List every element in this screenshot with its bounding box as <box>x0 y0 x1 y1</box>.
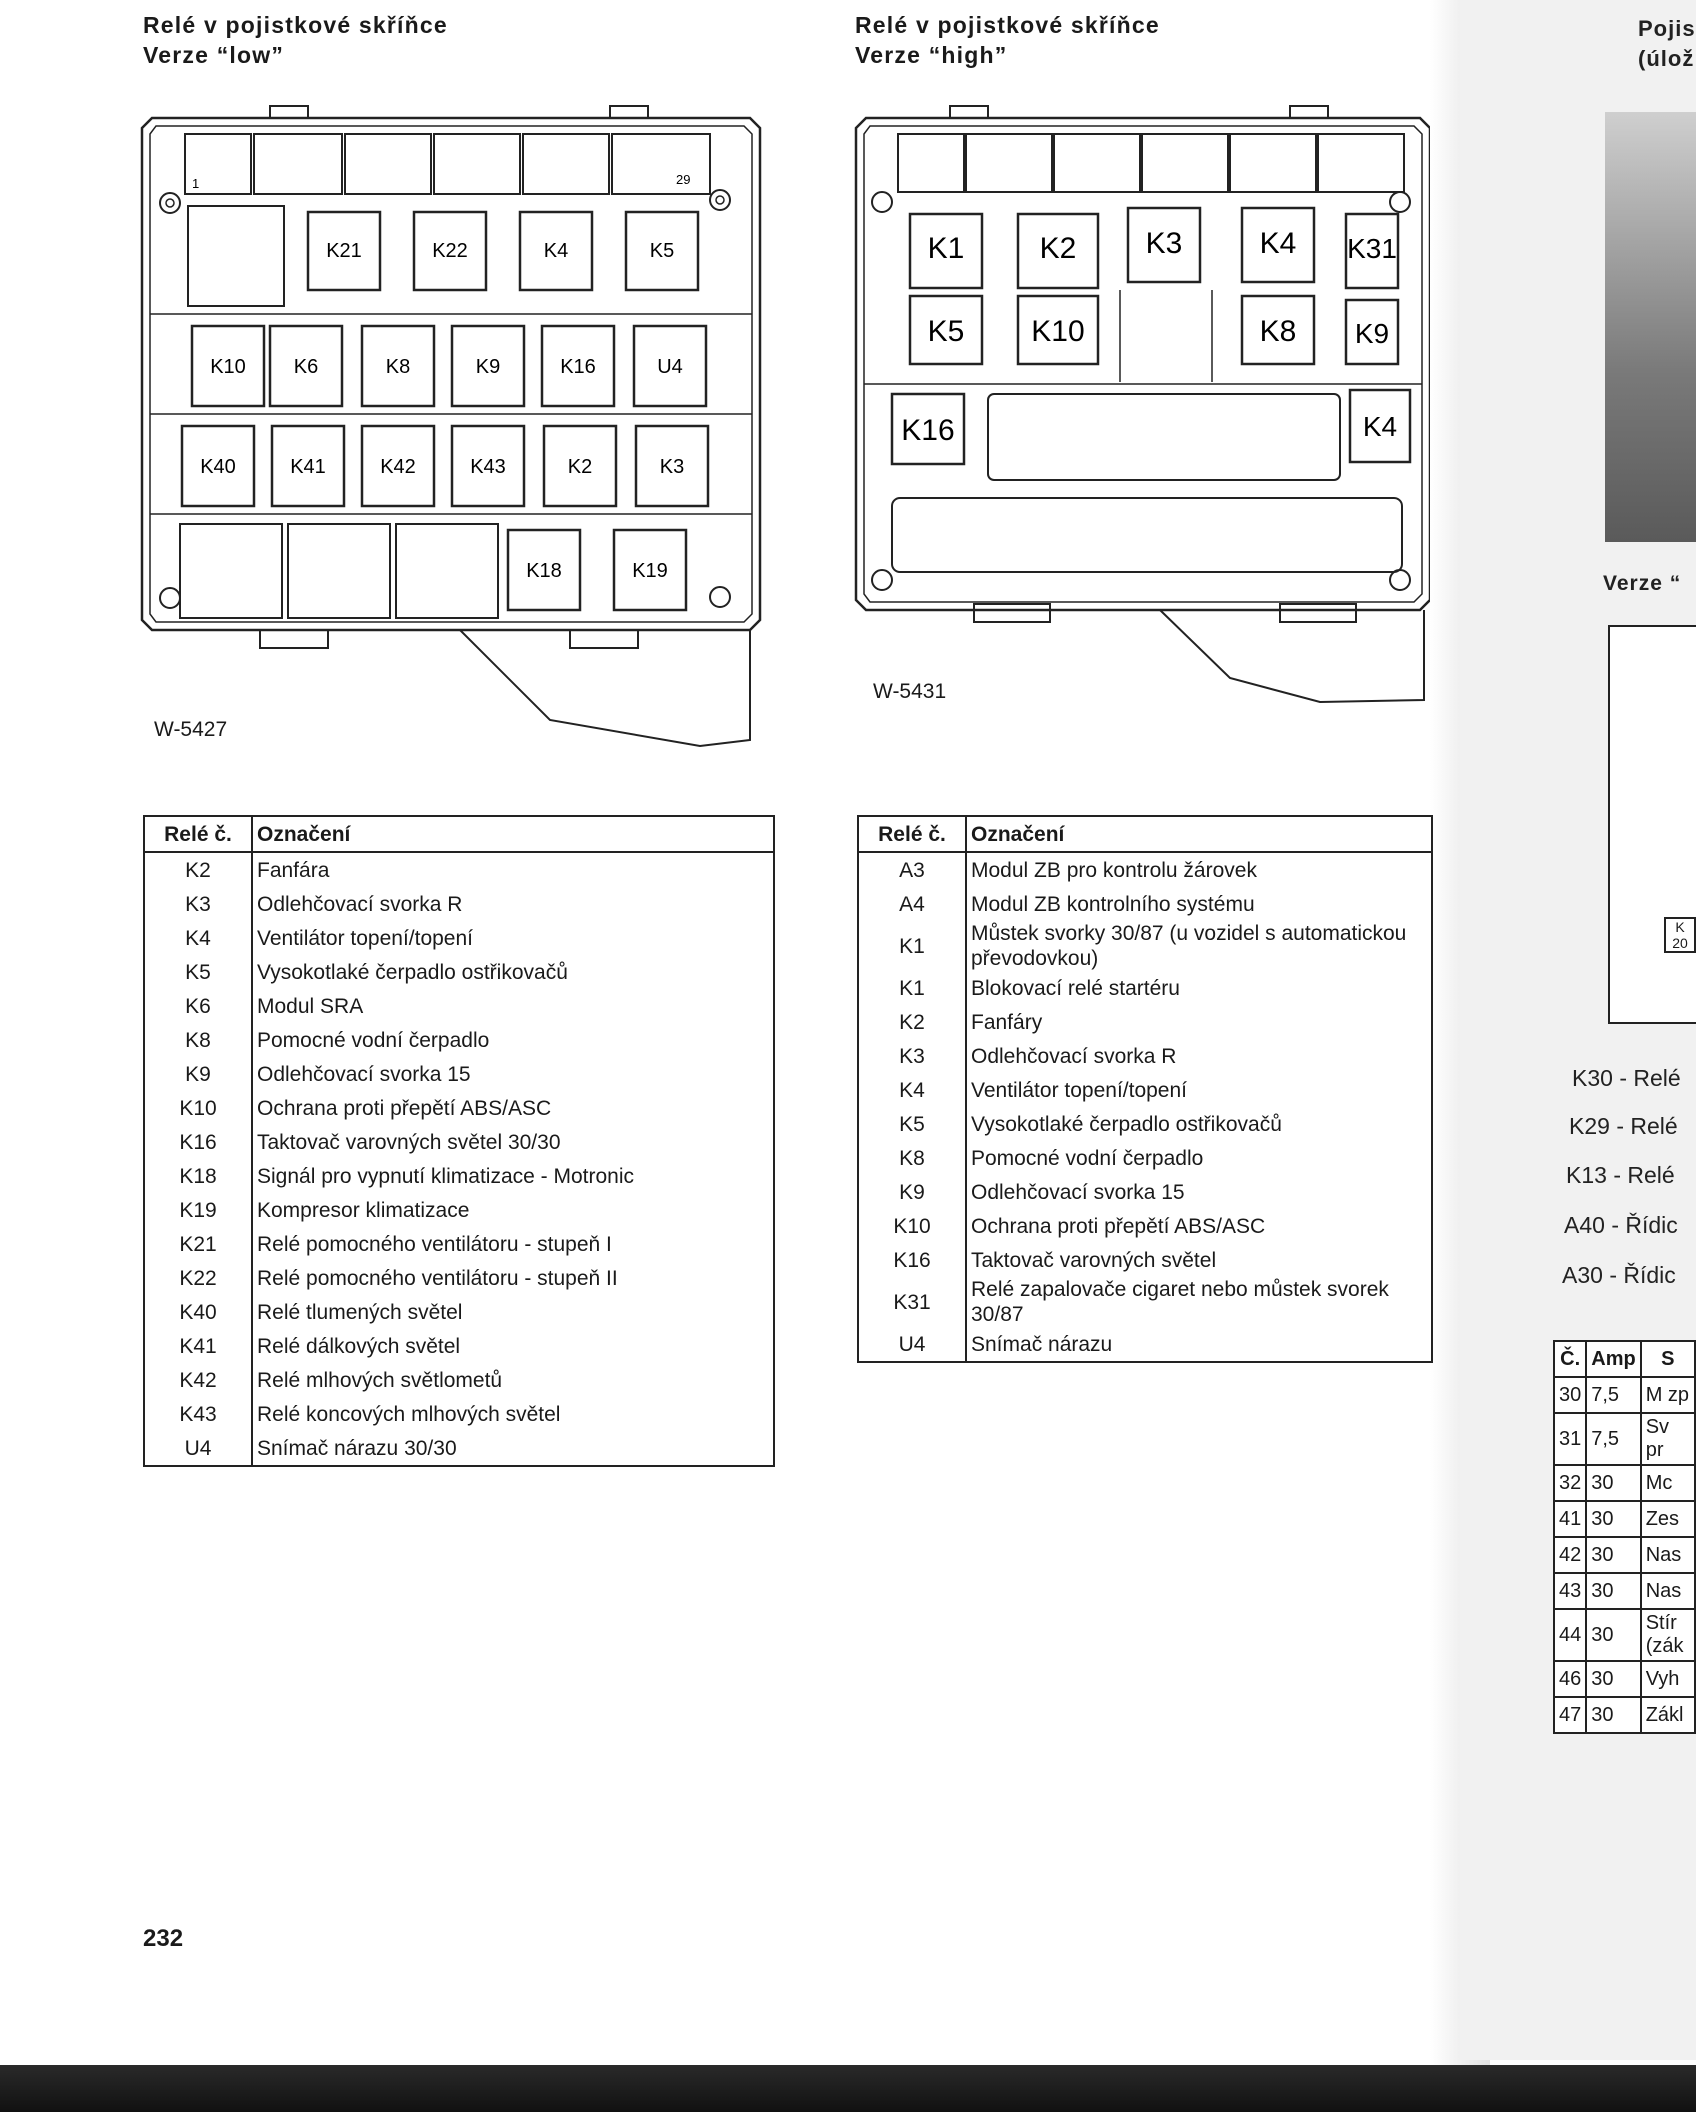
low-table-row <box>144 1261 774 1295</box>
low-relay-K3: K3 <box>659 456 685 478</box>
low-relay-number: K6 <box>144 989 252 1023</box>
fuse-description: Stír (zák <box>1641 1609 1695 1661</box>
fuse-number: 46 <box>1554 1661 1586 1697</box>
low-table-row <box>144 852 774 887</box>
low-relay-number: K43 <box>144 1397 252 1431</box>
low-table-row <box>144 1431 774 1466</box>
next-page-heading-line1: Pojis <box>1638 16 1696 41</box>
low-table-row <box>144 1193 774 1227</box>
fuse-table-row <box>1554 1573 1695 1609</box>
high-fusebox-diagram <box>850 100 1430 720</box>
fuse-number: 44 <box>1554 1609 1586 1661</box>
low-relay-number: U4 <box>144 1431 252 1466</box>
high-table-row <box>858 1039 1432 1073</box>
high-relay-designation: Ventilátor topení/topení <box>966 1073 1432 1107</box>
low-table-row <box>144 1329 774 1363</box>
low-relay-K4: K4 <box>543 240 569 262</box>
fuse-number: 30 <box>1554 1377 1586 1413</box>
next-page-relay-line-2: K29 - Relé <box>1569 1113 1678 1139</box>
fuse-number: 41 <box>1554 1501 1586 1537</box>
high-diagram-code: W-5431 <box>873 680 947 703</box>
high-relay-designation: Taktovač varovných světel <box>966 1243 1432 1277</box>
low-relay-K18: K18 <box>526 560 562 582</box>
low-table-row <box>144 1363 774 1397</box>
fuse-description: M zp <box>1641 1377 1695 1413</box>
high-relay-designation: Modul ZB pro kontrolu žárovek <box>966 852 1432 887</box>
high-relay-K3: K3 <box>1145 227 1183 260</box>
high-relay-number: K10 <box>858 1209 966 1243</box>
low-relay-number: K2 <box>144 852 252 887</box>
high-relay-designation: Modul ZB kontrolního systému <box>966 887 1432 921</box>
fuse-table-row <box>1554 1609 1695 1661</box>
low-relay-designation: Relé pomocného ventilátoru - stupeň II <box>252 1261 774 1295</box>
low-relay-designation: Relé koncových mlhových světel <box>252 1397 774 1431</box>
high-relay-designation: Snímač nárazu <box>966 1327 1432 1362</box>
low-relay-designation: Odlehčovací svorka R <box>252 887 774 921</box>
high-relay-designation: Můstek svorky 30/87 (u vozidel s automatickou převodovkou) <box>966 921 1432 971</box>
high-table-row <box>858 1073 1432 1107</box>
fuse-header-amp: Amp <box>1586 1341 1640 1377</box>
low-relay-designation: Relé tlumených světel <box>252 1295 774 1329</box>
fuse-table-row <box>1554 1413 1695 1465</box>
fuse-table-row <box>1554 1501 1695 1537</box>
high-table-row <box>858 1209 1432 1243</box>
high-relay-K10: K10 <box>1031 315 1085 348</box>
low-relay-K40: K40 <box>200 456 236 478</box>
low-table-row <box>144 1397 774 1431</box>
high-relay-K4-lower: K4 <box>1362 411 1398 442</box>
next-page-heading-line2: (úlož <box>1638 46 1695 71</box>
fuse-description: Nas <box>1641 1537 1695 1573</box>
high-relay-K5: K5 <box>927 315 965 348</box>
fuse-header-description: S <box>1641 1341 1695 1377</box>
high-relay-number: K3 <box>858 1039 966 1073</box>
low-table-row <box>144 1125 774 1159</box>
fuse-description: Vyh <box>1641 1661 1695 1697</box>
high-table-row <box>858 1243 1432 1277</box>
low-relay-number: K16 <box>144 1125 252 1159</box>
low-table-row <box>144 1227 774 1261</box>
high-relay-table <box>857 815 1433 1363</box>
high-relay-designation: Vysokotlaké čerpadlo ostřikovačů <box>966 1107 1432 1141</box>
low-relay-number: K3 <box>144 887 252 921</box>
fuse-table-row <box>1554 1697 1695 1733</box>
high-table-row <box>858 887 1432 921</box>
fuse-description: Sv pr <box>1641 1413 1695 1465</box>
low-relay-number: K19 <box>144 1193 252 1227</box>
next-page-relay-line-1: K30 - Relé <box>1572 1065 1681 1091</box>
low-relay-number: K4 <box>144 921 252 955</box>
high-relay-K4: K4 <box>1259 227 1297 260</box>
high-heading-line2: Verze “high” <box>855 42 1008 68</box>
high-table-row <box>858 852 1432 887</box>
low-relay-K42: K42 <box>380 456 416 478</box>
high-table-body <box>858 852 1432 1362</box>
page-number: 232 <box>143 1925 184 1952</box>
low-heading-line2: Verze “low” <box>143 42 285 68</box>
fuse-amp: 30 <box>1586 1537 1640 1573</box>
high-relay-designation: Blokovací relé startéru <box>966 971 1432 1005</box>
low-relay-designation: Relé pomocného ventilátoru - stupeň I <box>252 1227 774 1261</box>
fuse-number: 31 <box>1554 1413 1586 1465</box>
next-page-fuse-table <box>1553 1340 1696 1734</box>
low-relay-number: K40 <box>144 1295 252 1329</box>
next-page-relay-line-3: K13 - Relé <box>1566 1162 1675 1188</box>
fuse-position-1-label: 1 <box>192 176 200 191</box>
low-relay-table <box>143 815 775 1467</box>
low-relay-designation: Taktovač varovných světel 30/30 <box>252 1125 774 1159</box>
high-relay-K2: K2 <box>1039 232 1077 265</box>
high-relay-number: K1 <box>858 971 966 1005</box>
low-relay-K2: K2 <box>567 456 593 478</box>
high-relay-designation: Ochrana proti přepětí ABS/ASC <box>966 1209 1432 1243</box>
fuse-table-row <box>1554 1537 1695 1573</box>
low-relay-designation: Kompresor klimatizace <box>252 1193 774 1227</box>
fuse-amp: 30 <box>1586 1609 1640 1661</box>
low-fusebox-diagram <box>130 100 770 750</box>
high-relay-designation: Fanfáry <box>966 1005 1432 1039</box>
low-relay-number: K42 <box>144 1363 252 1397</box>
low-table-row <box>144 1057 774 1091</box>
next-page-photo <box>1605 112 1696 542</box>
fuse-description: Nas <box>1641 1573 1695 1609</box>
next-page-partial <box>1460 0 1696 2060</box>
fuse-description: Zes <box>1641 1501 1695 1537</box>
fuse-amp: 30 <box>1586 1465 1640 1501</box>
low-relay-K8: K8 <box>385 356 411 378</box>
fuse-amp: 30 <box>1586 1697 1640 1733</box>
scan-bottom-edge <box>0 2065 1696 2112</box>
low-table-header-number: Relé č. <box>144 816 252 852</box>
high-relay-number: K16 <box>858 1243 966 1277</box>
low-relay-K16: K16 <box>560 356 596 378</box>
high-table-row <box>858 971 1432 1005</box>
low-relay-designation: Ventilátor topení/topení <box>252 921 774 955</box>
high-relay-K9: K9 <box>1354 318 1390 349</box>
low-table-row <box>144 1159 774 1193</box>
high-relay-K1: K1 <box>927 232 965 265</box>
fuse-number: 47 <box>1554 1697 1586 1733</box>
fuse-amp: 7,5 <box>1586 1413 1640 1465</box>
low-table-row <box>144 1091 774 1125</box>
low-relay-K9: K9 <box>475 356 501 378</box>
low-table-row <box>144 887 774 921</box>
high-relay-number: K1 <box>858 921 966 971</box>
high-relay-designation: Pomocné vodní čerpadlo <box>966 1141 1432 1175</box>
low-relay-designation: Signál pro vypnutí klimatizace - Motronic <box>252 1159 774 1193</box>
fuse-table-row <box>1554 1661 1695 1697</box>
high-table-row <box>858 1107 1432 1141</box>
low-version-heading <box>143 10 448 70</box>
low-table-header-designation: Označení <box>252 816 774 852</box>
fuse-table-row <box>1554 1377 1695 1413</box>
high-relay-number: A3 <box>858 852 966 887</box>
fuse-number: 43 <box>1554 1573 1586 1609</box>
low-table-row <box>144 955 774 989</box>
next-page-diagram-label: K 20 <box>1664 917 1696 953</box>
high-relay-number: K4 <box>858 1073 966 1107</box>
low-table-row <box>144 989 774 1023</box>
fuse-position-29-label: 29 <box>676 172 691 187</box>
low-relay-number: K5 <box>144 955 252 989</box>
low-diagram-code: W-5427 <box>154 718 228 741</box>
high-version-heading <box>855 10 1160 70</box>
fuse-amp: 30 <box>1586 1661 1640 1697</box>
high-table-header-designation: Označení <box>966 816 1432 852</box>
high-relay-K16: K16 <box>901 414 955 447</box>
low-relay-K5: K5 <box>649 240 675 262</box>
low-relay-number: K21 <box>144 1227 252 1261</box>
fuse-table-row <box>1554 1465 1695 1501</box>
fuse-header-number: Č. <box>1554 1341 1586 1377</box>
fuse-amp: 30 <box>1586 1501 1640 1537</box>
low-table-row <box>144 1023 774 1057</box>
low-relay-number: K41 <box>144 1329 252 1363</box>
low-relay-designation: Relé mlhových světlometů <box>252 1363 774 1397</box>
high-relay-number: U4 <box>858 1327 966 1362</box>
next-page-diagram-frame <box>1608 625 1696 1024</box>
low-relay-K10: K10 <box>210 356 246 378</box>
low-table-body <box>144 852 774 1466</box>
low-relay-K19: K19 <box>632 560 668 582</box>
high-relay-number: K8 <box>858 1141 966 1175</box>
low-relay-K41: K41 <box>290 456 326 478</box>
low-relay-number: K10 <box>144 1091 252 1125</box>
high-relay-K8: K8 <box>1259 315 1297 348</box>
low-relay-K6: K6 <box>293 356 319 378</box>
fuse-table-body <box>1554 1377 1695 1733</box>
high-table-row <box>858 1327 1432 1362</box>
low-relay-designation: Modul SRA <box>252 989 774 1023</box>
low-relay-number: K9 <box>144 1057 252 1091</box>
fuse-description: Zákl <box>1641 1697 1695 1733</box>
high-relay-number: K5 <box>858 1107 966 1141</box>
low-relay-number: K18 <box>144 1159 252 1193</box>
high-table-row <box>858 1005 1432 1039</box>
low-relay-designation: Vysokotlaké čerpadlo ostřikovačů <box>252 955 774 989</box>
high-relay-designation: Odlehčovací svorka 15 <box>966 1175 1432 1209</box>
high-relay-designation: Relé zapalovače cigaret nebo můstek svorek 30/87 <box>966 1277 1432 1327</box>
low-table-row <box>144 1295 774 1329</box>
next-page-relay-line-5: A30 - Řídic <box>1562 1262 1676 1288</box>
fuse-amp: 7,5 <box>1586 1377 1640 1413</box>
high-table-header-number: Relé č. <box>858 816 966 852</box>
high-relay-number: A4 <box>858 887 966 921</box>
low-relay-designation: Fanfára <box>252 852 774 887</box>
low-table-row <box>144 921 774 955</box>
fuse-number: 42 <box>1554 1537 1586 1573</box>
high-heading-line1: Relé v pojistkové skříňce <box>855 12 1160 38</box>
high-table-row <box>858 1175 1432 1209</box>
high-relay-number: K2 <box>858 1005 966 1039</box>
high-relay-K31: K31 <box>1347 233 1397 264</box>
high-relay-number: K9 <box>858 1175 966 1209</box>
high-relay-number: K31 <box>858 1277 966 1327</box>
low-relay-number: K8 <box>144 1023 252 1057</box>
low-relay-U4: U4 <box>657 356 683 378</box>
low-relay-K43: K43 <box>470 456 506 478</box>
high-table-row <box>858 1277 1432 1327</box>
low-relay-K21: K21 <box>326 240 362 262</box>
low-heading-line1: Relé v pojistkové skříňce <box>143 12 448 38</box>
low-relay-designation: Ochrana proti přepětí ABS/ASC <box>252 1091 774 1125</box>
low-relay-designation: Pomocné vodní čerpadlo <box>252 1023 774 1057</box>
low-relay-number: K22 <box>144 1261 252 1295</box>
fuse-number: 32 <box>1554 1465 1586 1501</box>
high-relay-designation: Odlehčovací svorka R <box>966 1039 1432 1073</box>
low-relay-designation: Odlehčovací svorka 15 <box>252 1057 774 1091</box>
high-table-row <box>858 921 1432 971</box>
fuse-description: Mc <box>1641 1465 1695 1501</box>
next-page-caption: Verze “ <box>1603 572 1682 595</box>
high-table-row <box>858 1141 1432 1175</box>
next-page-relay-line-4: A40 - Řídic <box>1564 1212 1678 1238</box>
low-relay-designation: Relé dálkových světel <box>252 1329 774 1363</box>
low-relay-designation: Snímač nárazu 30/30 <box>252 1431 774 1466</box>
fuse-amp: 30 <box>1586 1573 1640 1609</box>
low-relay-K22: K22 <box>432 240 468 262</box>
